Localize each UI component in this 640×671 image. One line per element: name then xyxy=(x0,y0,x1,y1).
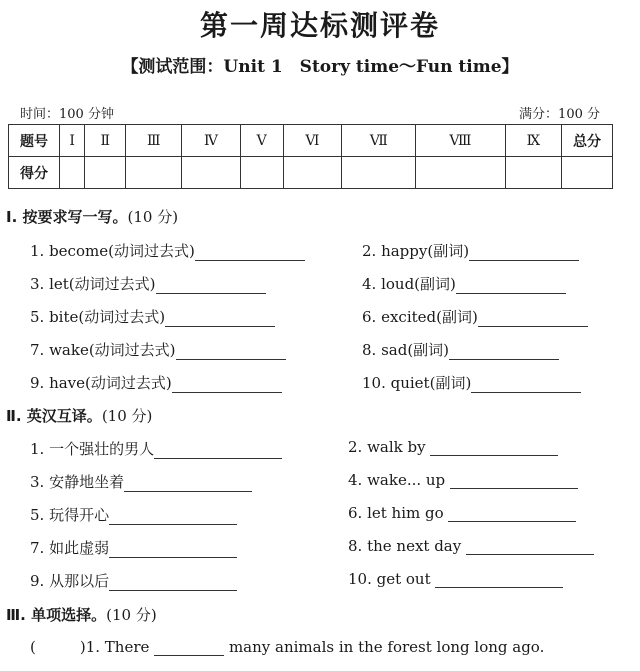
test-scope: 【测试范围：Unit 1 Story time～Fun time】 xyxy=(121,57,519,77)
col-8: Ⅷ xyxy=(416,125,505,157)
answer-paren-close[interactable]: ) xyxy=(79,638,86,656)
answer-blank[interactable] xyxy=(154,639,224,656)
col-1: Ⅰ xyxy=(60,125,85,157)
answer-blank[interactable] xyxy=(109,508,237,525)
answer-blank[interactable] xyxy=(456,277,566,294)
section-3-title: Ⅲ. 单项选择。 xyxy=(6,606,107,624)
answer-blank[interactable] xyxy=(449,343,559,360)
mc-question-1 xyxy=(30,638,544,656)
section-2-heading xyxy=(6,405,152,426)
answer-blank[interactable] xyxy=(195,244,305,261)
time-limit: 时间：100 分钟 xyxy=(20,107,114,122)
score-table-row-score xyxy=(9,157,613,189)
s2-item-7: 7. 如此虚弱 xyxy=(30,537,237,558)
score-cell[interactable] xyxy=(416,157,505,189)
answer-blank[interactable] xyxy=(176,343,286,360)
score-cell[interactable] xyxy=(342,157,416,189)
s2-item-2: 2. walk by xyxy=(348,438,558,456)
answer-blank[interactable] xyxy=(478,310,588,327)
col-total: 总分 xyxy=(562,125,613,157)
score-cell-total[interactable] xyxy=(562,157,613,189)
score-cell[interactable] xyxy=(85,157,126,189)
s2-item-5: 5. 玩得开心 xyxy=(30,504,237,525)
answer-blank[interactable] xyxy=(448,505,576,522)
s2-item-9: 9. 从那以后 xyxy=(30,570,237,591)
score-cell[interactable] xyxy=(505,157,561,189)
answer-blank[interactable] xyxy=(172,376,282,393)
s2-item-10: 10. get out xyxy=(348,570,563,588)
col-6: Ⅵ xyxy=(283,125,342,157)
page-title: 第一周达标测评卷 xyxy=(199,9,440,42)
s1-item-3: 3. let(动词过去式) xyxy=(30,273,266,294)
answer-blank[interactable] xyxy=(156,277,266,294)
s1-item-1: 1. become(动词过去式) xyxy=(30,240,305,261)
score-cell[interactable] xyxy=(240,157,283,189)
answer-blank[interactable] xyxy=(430,439,558,456)
row-head-score: 得分 xyxy=(9,157,60,189)
row-head-number: 题号 xyxy=(9,125,60,157)
section-1-title: Ⅰ. 按要求写一写。 xyxy=(6,208,128,226)
s1-item-8: 8. sad(副词) xyxy=(362,339,559,360)
full-score: 满分：100 分 xyxy=(519,107,600,122)
score-table xyxy=(8,124,613,189)
col-2: Ⅱ xyxy=(85,125,126,157)
mc-q1-start: 1. There xyxy=(85,638,150,656)
section-3-points: (10 分) xyxy=(106,606,157,624)
answer-blank[interactable] xyxy=(435,571,563,588)
col-4: Ⅳ xyxy=(182,125,240,157)
answer-blank[interactable] xyxy=(109,574,237,591)
section-2-points: (10 分) xyxy=(101,407,153,425)
answer-blank[interactable] xyxy=(109,541,237,558)
s1-item-2: 2. happy(副词) xyxy=(362,240,579,261)
section-1-points: (10 分) xyxy=(127,208,179,226)
answer-blank[interactable] xyxy=(450,472,578,489)
s2-item-8: 8. the next day xyxy=(348,537,594,555)
answer-blank[interactable] xyxy=(466,538,594,555)
col-3: Ⅲ xyxy=(126,125,182,157)
col-5: Ⅴ xyxy=(240,125,283,157)
section-1-heading xyxy=(6,206,178,227)
section-3-heading xyxy=(6,604,157,625)
score-cell[interactable] xyxy=(182,157,240,189)
s1-item-10: 10. quiet(副词) xyxy=(362,372,581,393)
s1-item-7: 7. wake(动词过去式) xyxy=(30,339,286,360)
s1-item-5: 5. bite(动词过去式) xyxy=(30,306,275,327)
s2-item-3: 3. 安静地坐着 xyxy=(30,471,252,492)
s1-item-6: 6. excited(副词) xyxy=(362,306,588,327)
s2-item-4: 4. wake... up xyxy=(348,471,578,489)
col-9: Ⅸ xyxy=(505,125,561,157)
s2-item-6: 6. let him go xyxy=(348,504,576,522)
section-2-title: Ⅱ. 英汉互译。 xyxy=(6,407,102,425)
answer-blank[interactable] xyxy=(124,475,252,492)
col-7: Ⅶ xyxy=(342,125,416,157)
answer-blank[interactable] xyxy=(165,310,275,327)
s2-item-1: 1. 一个强壮的男人 xyxy=(30,438,282,459)
score-cell[interactable] xyxy=(283,157,342,189)
score-cell[interactable] xyxy=(60,157,85,189)
answer-blank[interactable] xyxy=(471,376,581,393)
answer-blank[interactable] xyxy=(154,442,282,459)
answer-paren-open[interactable]: ( xyxy=(30,638,36,656)
score-table-row-number xyxy=(9,125,613,157)
mc-q1-end: many animals in the forest long long ago. xyxy=(228,638,545,656)
score-cell[interactable] xyxy=(126,157,182,189)
s1-item-4: 4. loud(副词) xyxy=(362,273,566,294)
answer-blank[interactable] xyxy=(469,244,579,261)
s1-item-9: 9. have(动词过去式) xyxy=(30,372,282,393)
